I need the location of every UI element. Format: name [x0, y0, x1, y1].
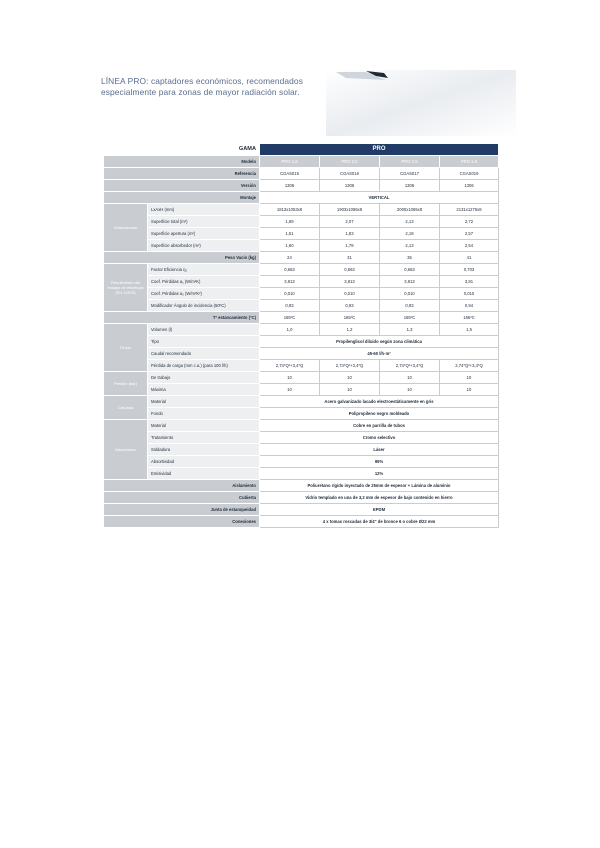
row-label: Caudal recomendado — [148, 348, 260, 360]
pro-header: PRO — [260, 144, 499, 156]
value-cell: 1,2 — [320, 324, 380, 336]
value-cell: Cromo selectivo — [260, 432, 499, 444]
table-row — [104, 204, 499, 216]
section-label: Absorbedor — [104, 420, 148, 480]
value-cell: 1,3 — [380, 324, 440, 336]
row-header: Modelo — [104, 156, 260, 168]
value-cell: 0,703 — [440, 264, 499, 276]
value-cell: 1306 — [320, 180, 380, 192]
gama-header: GAMA — [104, 144, 260, 156]
row-label: Modificador Ángulo de incidencia (50ºC) — [148, 300, 260, 312]
value-cell: PRO 2.5 — [380, 156, 440, 168]
table-row — [104, 420, 499, 432]
value-cell: CGAS017 — [380, 168, 440, 180]
section-label: Dimensiones — [104, 204, 148, 252]
row-label: Emisividad — [148, 468, 260, 480]
row-label: LxAxH (mm) — [148, 204, 260, 216]
table-row — [104, 516, 499, 528]
value-cell: 10 — [260, 372, 320, 384]
row-header: Referencia — [104, 168, 260, 180]
section-label: Presión (bar) — [104, 372, 148, 396]
row-label: Fondo — [148, 408, 260, 420]
value-cell: 0,663 — [320, 264, 380, 276]
value-cell: 31 — [320, 252, 380, 264]
value-cell: 2,57 — [440, 228, 499, 240]
value-cell: 2131x1275x8 — [440, 204, 499, 216]
value-cell: PRO 2.0 — [320, 156, 380, 168]
row-label: Soldadura — [148, 444, 260, 456]
value-cell: 1,0 — [260, 324, 320, 336]
value-cell: 1903x1086x8 — [320, 204, 380, 216]
row-header: Cubierta — [104, 492, 260, 504]
value-cell: 2,72 — [440, 216, 499, 228]
table-row — [104, 192, 499, 204]
specifications-table — [103, 143, 498, 528]
value-cell: 0,663 — [260, 264, 320, 276]
row-header: Versión — [104, 180, 260, 192]
table-row — [104, 492, 499, 504]
value-cell: 165ºC — [440, 312, 499, 324]
row-label: Material — [148, 396, 260, 408]
value-cell: 1,51 — [260, 228, 320, 240]
value-cell: 1,78 — [320, 240, 380, 252]
row-label: Tratamiento — [148, 432, 260, 444]
table-row — [104, 396, 499, 408]
value-cell: CGAS015 — [260, 168, 320, 180]
table-row — [104, 456, 499, 468]
value-cell: PRO 2.8 — [440, 156, 499, 168]
value-cell: 0,93 — [380, 300, 440, 312]
section-label: Rendimiento del ensayo de eficiencia (EN 12975) — [104, 264, 148, 312]
value-cell: 4 x tomas roscadas de 3/4" de bronce 6 o cobre Ø22 mm — [260, 516, 499, 528]
value-cell: 0,010 — [440, 288, 499, 300]
value-cell: 10 — [440, 372, 499, 384]
row-label: Volumen (l) — [148, 324, 260, 336]
value-cell: 2,13 — [380, 240, 440, 252]
row-label: Superficie total (m²) — [148, 216, 260, 228]
value-cell: 2,74*Q²+3,4*Q — [440, 360, 499, 372]
table-row — [104, 384, 499, 396]
value-cell: 1306 — [440, 180, 499, 192]
section-label: Fluido — [104, 324, 148, 372]
section-label: Carcasa — [104, 396, 148, 420]
value-cell: PRO 1.8 — [260, 156, 320, 168]
value-cell: 1306 — [260, 180, 320, 192]
row-label: Superficie absorbedor (m²) — [148, 240, 260, 252]
table-row — [104, 348, 499, 360]
row-label: Superficie apertura (m²) — [148, 228, 260, 240]
table-row — [104, 504, 499, 516]
value-cell: 165ºC — [320, 312, 380, 324]
value-cell: 0,010 — [260, 288, 320, 300]
value-cell: 10 — [260, 384, 320, 396]
table-row — [104, 372, 499, 384]
table-row — [104, 264, 499, 276]
value-cell: 1,60 — [260, 240, 320, 252]
row-header: Conexiones — [104, 516, 260, 528]
value-cell: 3,813 — [260, 276, 320, 288]
row-label: Factor Eficiencia η₀ — [148, 264, 260, 276]
value-cell: 10 — [320, 384, 380, 396]
table-row — [104, 252, 499, 264]
value-cell: Vidrio templado en una de 3,2 mm de espesor de bajo contenido en hierro — [260, 492, 499, 504]
value-cell: 165ºC — [260, 312, 320, 324]
table-row — [104, 468, 499, 480]
value-cell: 10 — [440, 384, 499, 396]
table-row — [104, 432, 499, 444]
value-cell: 1,83 — [320, 228, 380, 240]
value-cell: 10 — [320, 372, 380, 384]
table-row — [104, 216, 499, 228]
table-row — [104, 408, 499, 420]
value-cell: 2,07 — [320, 216, 380, 228]
value-cell: 95% — [260, 456, 499, 468]
table-row — [104, 276, 499, 288]
table-row — [104, 336, 499, 348]
table-row — [104, 180, 499, 192]
value-cell: 1,89 — [260, 216, 320, 228]
row-label: Tipo — [148, 336, 260, 348]
value-cell: 2000x1065x8 — [380, 204, 440, 216]
value-cell: Cobre en parrilla de tubos — [260, 420, 499, 432]
value-cell: EPDM — [260, 504, 499, 516]
value-cell: 1306 — [380, 180, 440, 192]
value-cell: 0,94 — [440, 300, 499, 312]
row-header: Aislamiento — [104, 480, 260, 492]
solar-collector-image — [326, 70, 516, 136]
value-cell: 41 — [440, 252, 499, 264]
value-cell: 1,5 — [440, 324, 499, 336]
value-cell: 3,813 — [320, 276, 380, 288]
value-cell: 3,813 — [380, 276, 440, 288]
value-cell: 0,663 — [380, 264, 440, 276]
row-header: Montaje — [104, 192, 260, 204]
value-cell: CGAS019 — [440, 168, 499, 180]
table-row — [104, 444, 499, 456]
value-cell: CGAS016 — [320, 168, 380, 180]
value-cell: Acero galvanizado lacado electroestáticamente en gris — [260, 396, 499, 408]
table-row — [104, 240, 499, 252]
row-label: De trabajo — [148, 372, 260, 384]
row-label: Absortividad — [148, 456, 260, 468]
value-cell: VERTICAL — [260, 192, 499, 204]
value-cell: 2,13 — [380, 216, 440, 228]
value-cell: 24 — [260, 252, 320, 264]
row-label: Coef. Pérdidas a₂ (W/m²K²) — [148, 288, 260, 300]
intro-paragraph: LÍNEA PRO: captadores económicos, recomendados especialmente para zonas de mayor radiación solar. — [101, 76, 303, 97]
table-row — [104, 228, 499, 240]
value-cell: Poliuretano rígido inyectado de 25mm de espesor + Lámina de aluminio — [260, 480, 499, 492]
table-row — [104, 288, 499, 300]
value-cell: 12% — [260, 468, 499, 480]
value-cell: Polipropileno negro moldeado — [260, 408, 499, 420]
row-label: Material — [148, 420, 260, 432]
value-cell: 165ºC — [380, 312, 440, 324]
value-cell: 2,74*Q²+3,4*Q — [260, 360, 320, 372]
value-cell: Propilenglicol diluido según zona climática — [260, 336, 499, 348]
value-cell: 2,54 — [440, 240, 499, 252]
value-cell: 0,010 — [380, 288, 440, 300]
row-label: Máxima — [148, 384, 260, 396]
value-cell: 0,93 — [260, 300, 320, 312]
value-cell: 45-60 l/h·m² — [260, 348, 499, 360]
value-cell: 2,74*Q²+3,4*Q — [380, 360, 440, 372]
value-cell: Láser — [260, 444, 499, 456]
value-cell: 2,74*Q²+3,4*Q — [320, 360, 380, 372]
table-row — [104, 156, 499, 168]
table-row — [104, 300, 499, 312]
value-cell: 10 — [380, 372, 440, 384]
table-row — [104, 480, 499, 492]
row-header: Peso Vacío (kg) — [104, 252, 260, 264]
value-cell: 0,93 — [320, 300, 380, 312]
row-header: Tª estancamiento (ºC) — [104, 312, 260, 324]
table-row — [104, 168, 499, 180]
value-cell: 1813x1053x8 — [260, 204, 320, 216]
value-cell: 2,18 — [380, 228, 440, 240]
table-row — [104, 360, 499, 372]
row-label: Pérdida de carga (mm c.a.) (para 100 l/h) — [148, 360, 260, 372]
row-header: Junta de estanqueidad — [104, 504, 260, 516]
value-cell: 10 — [380, 384, 440, 396]
value-cell: 35 — [380, 252, 440, 264]
value-cell: 3,81 — [440, 276, 499, 288]
value-cell: 0,010 — [320, 288, 380, 300]
table-row — [104, 312, 499, 324]
row-label: Coef. Pérdidas a₁ (W/m²K) — [148, 276, 260, 288]
table-row — [104, 324, 499, 336]
table-row — [104, 144, 499, 156]
